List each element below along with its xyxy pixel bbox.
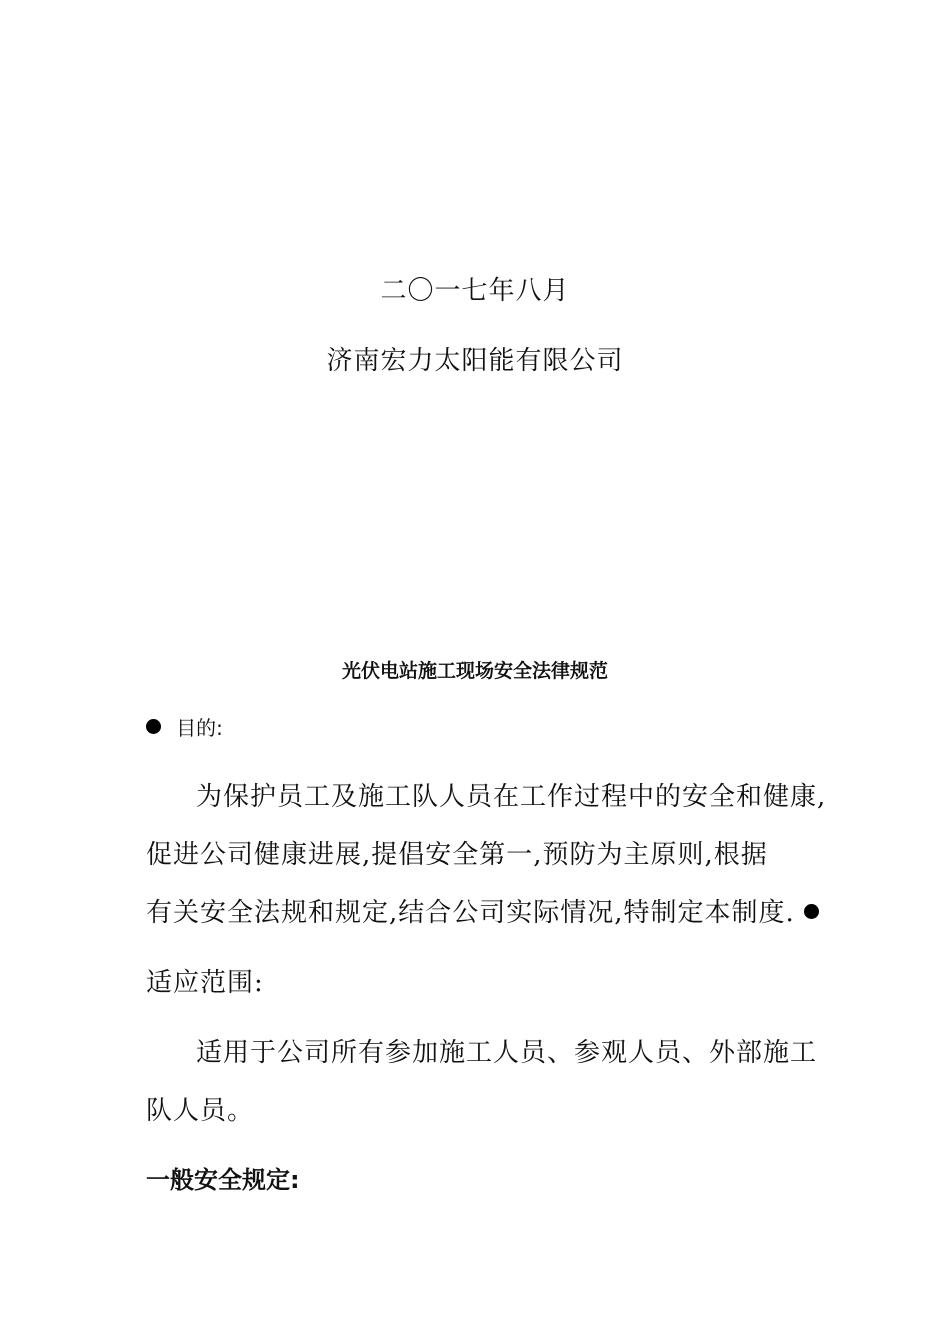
bullet-icon xyxy=(146,719,161,734)
scope-heading: 适应范围: xyxy=(146,968,264,998)
document-title: 光伏电站施工现场安全法律规范 xyxy=(341,660,608,682)
purpose-heading: 目的: xyxy=(176,716,223,740)
purpose-line-2: 促进公司健康进展,提倡安全第一,预防为主原则,根据 xyxy=(146,840,768,870)
purpose-line-3: 有关安全法规和规定,结合公司实际情况,特制定本制度. xyxy=(146,898,795,928)
purpose-heading-row xyxy=(146,712,223,741)
scope-line-2: 队人员。 xyxy=(146,1096,255,1126)
cover-company-name: 济南宏力太阳能有限公司 xyxy=(326,346,624,376)
purpose-line-3-row xyxy=(146,892,819,929)
cover-date: 二〇一七年八月 xyxy=(380,276,570,306)
scope-line-1: 适用于公司所有参加施工人员、参观人员、外部施工 xyxy=(196,1038,818,1068)
purpose-line-1: 为保护员工及施工队人员在工作过程中的安全和健康, xyxy=(196,782,827,812)
general-safety-heading: 一般安全规定: xyxy=(146,1166,300,1194)
bullet-icon xyxy=(804,904,819,919)
